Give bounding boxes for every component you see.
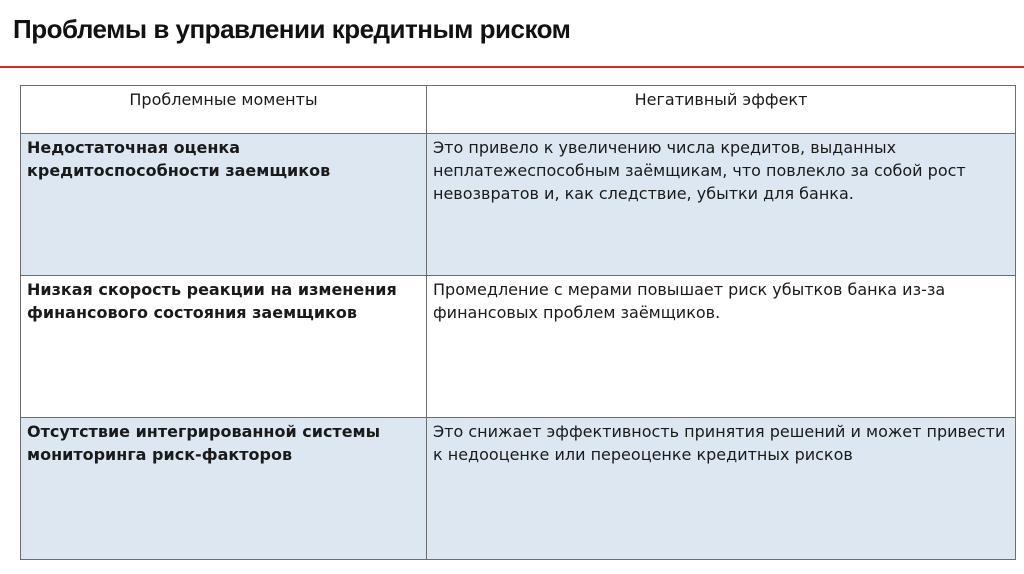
problem-cell: Отсутствие интегрированной системы мониторинга риск-факторов bbox=[21, 418, 427, 560]
problem-cell: Низкая скорость реакции на изменения финансового состояния заемщиков bbox=[21, 276, 427, 418]
problems-table bbox=[20, 85, 1016, 560]
header-problems: Проблемные моменты bbox=[21, 86, 427, 134]
effect-cell: Промедление с мерами повышает риск убытков банка из-за финансовых проблем заёмщиков. bbox=[427, 276, 1016, 418]
problem-cell: Недостаточная оценка кредитоспособности заемщиков bbox=[21, 134, 427, 276]
table-row bbox=[21, 134, 1016, 276]
slide-title: Проблемы в управлении кредитным риском bbox=[13, 14, 571, 44]
header-effect: Негативный эффект bbox=[427, 86, 1016, 134]
table-header-row bbox=[21, 86, 1016, 134]
table-row bbox=[21, 276, 1016, 418]
title-divider bbox=[0, 66, 1024, 68]
table-row bbox=[21, 418, 1016, 560]
effect-cell: Это привело к увеличению числа кредитов, выданных неплатежеспособным заёмщикам, что повлекло за собой рост невозвратов и, как следствие, убытки для банка. bbox=[427, 134, 1016, 276]
effect-cell: Это снижает эффективность принятия решений и может привести к недооценке или переоценке кредитных рисков bbox=[427, 418, 1016, 560]
